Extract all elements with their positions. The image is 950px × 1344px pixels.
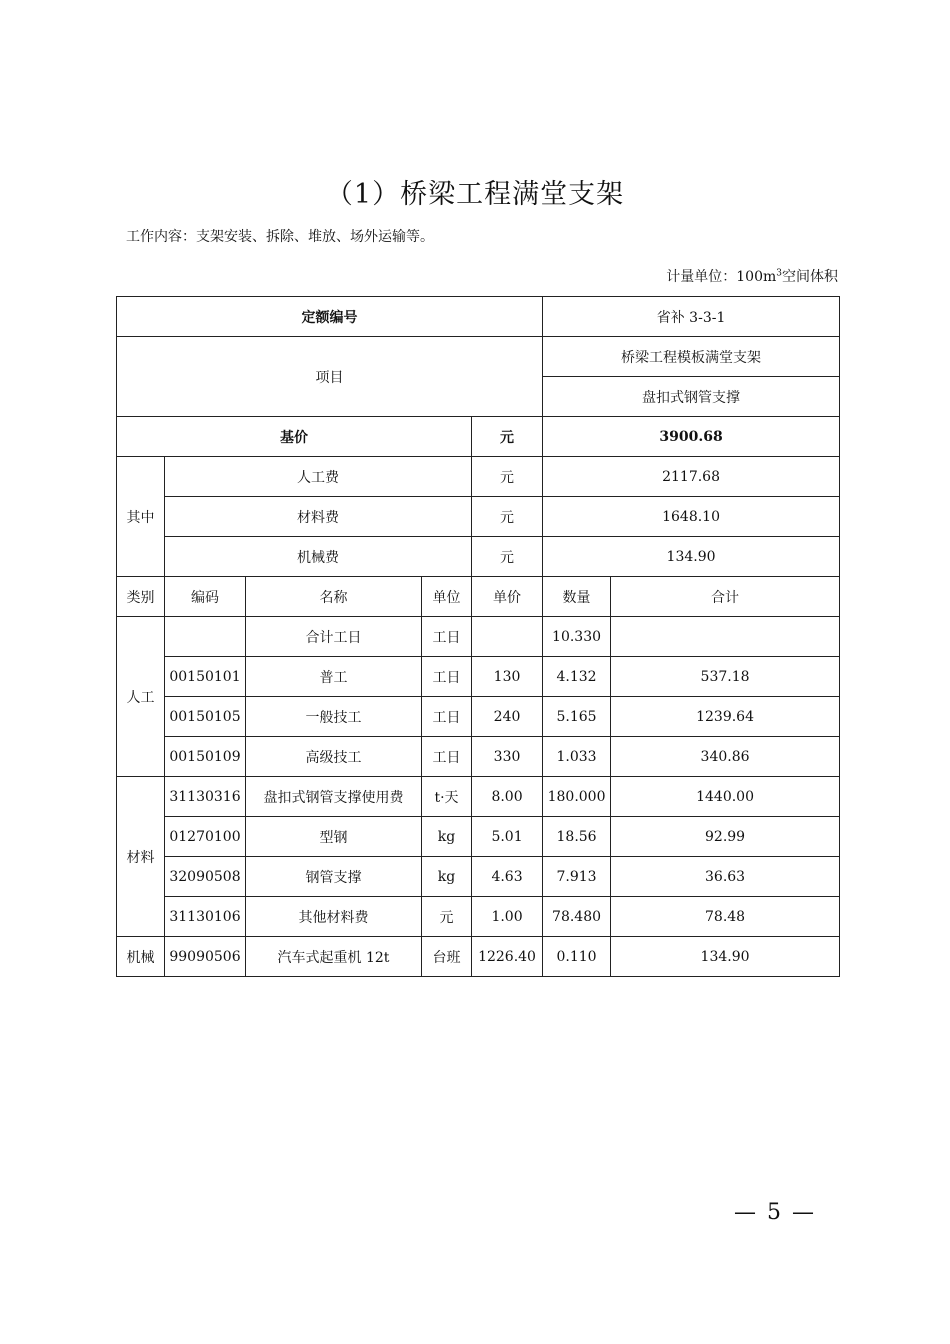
cell-name: 合计工日 — [246, 617, 422, 657]
table-row — [117, 817, 840, 857]
cell-code: 99090506 — [165, 937, 246, 977]
column-header: 名称 — [246, 577, 422, 617]
breakdown-row — [117, 537, 840, 577]
base-price-row — [117, 417, 840, 457]
cell-price: 4.63 — [472, 857, 543, 897]
base-price-unit: 元 — [472, 417, 543, 457]
work-content: 工作内容：支架安装、拆除、堆放、场外运输等。 — [126, 229, 434, 245]
item-name-2: 盘扣式钢管支撑 — [543, 377, 840, 417]
cell-name: 汽车式起重机 12t — [246, 937, 422, 977]
cell-code: 01270100 — [165, 817, 246, 857]
cell-unit: kg — [422, 857, 472, 897]
cell-total: 92.99 — [611, 817, 840, 857]
breakdown-row — [117, 497, 840, 537]
cell-name: 钢管支撑 — [246, 857, 422, 897]
breakdown-group-label: 其中 — [117, 457, 165, 577]
base-price-value: 3900.68 — [543, 417, 840, 457]
cell-unit: 工日 — [422, 617, 472, 657]
cell-name: 型钢 — [246, 817, 422, 857]
cell-price: 1.00 — [472, 897, 543, 937]
cell-qty: 180.000 — [543, 777, 611, 817]
column-header: 合计 — [611, 577, 840, 617]
table-row — [117, 777, 840, 817]
measure-unit — [666, 266, 838, 286]
cell-price — [472, 617, 543, 657]
cell-total: 537.18 — [611, 657, 840, 697]
unit-superscript: 3 — [776, 268, 782, 279]
breakdown-name: 材料费 — [165, 497, 472, 537]
cell-code: 31130106 — [165, 897, 246, 937]
category-label: 人工 — [117, 617, 165, 777]
page-number: — 5 — — [734, 1200, 816, 1225]
cell-qty: 7.913 — [543, 857, 611, 897]
column-header: 编码 — [165, 577, 246, 617]
category-label: 材料 — [117, 777, 165, 937]
quota-number-label: 定额编号 — [117, 297, 543, 337]
cell-unit: kg — [422, 817, 472, 857]
cell-name: 高级技工 — [246, 737, 422, 777]
cell-price: 240 — [472, 697, 543, 737]
cell-price: 5.01 — [472, 817, 543, 857]
table-row — [117, 737, 840, 777]
cell-name: 一般技工 — [246, 697, 422, 737]
cell-price: 130 — [472, 657, 543, 697]
cell-total: 78.48 — [611, 897, 840, 937]
cell-qty: 1.033 — [543, 737, 611, 777]
cell-name: 盘扣式钢管支撑使用费 — [246, 777, 422, 817]
table-row — [117, 697, 840, 737]
breakdown-unit: 元 — [472, 457, 543, 497]
table-row — [117, 937, 840, 977]
unit-prefix: 计量单位：100m — [666, 269, 777, 285]
cell-qty: 5.165 — [543, 697, 611, 737]
breakdown-unit: 元 — [472, 537, 543, 577]
breakdown-value: 134.90 — [543, 537, 840, 577]
cell-unit: 工日 — [422, 697, 472, 737]
column-header: 单价 — [472, 577, 543, 617]
page-title: （1）桥梁工程满堂支架 — [325, 179, 625, 210]
cell-total: 340.86 — [611, 737, 840, 777]
cell-total: 1239.64 — [611, 697, 840, 737]
base-price-label: 基价 — [117, 417, 472, 457]
table-row — [117, 857, 840, 897]
cell-unit: 工日 — [422, 737, 472, 777]
cell-code: 31130316 — [165, 777, 246, 817]
breakdown-value: 2117.68 — [543, 457, 840, 497]
cell-unit: 元 — [422, 897, 472, 937]
column-header: 数量 — [543, 577, 611, 617]
category-label: 机械 — [117, 937, 165, 977]
cell-total: 134.90 — [611, 937, 840, 977]
cell-code — [165, 617, 246, 657]
cell-price: 330 — [472, 737, 543, 777]
cell-total: 1440.00 — [611, 777, 840, 817]
quota-number-row — [117, 297, 840, 337]
cell-qty: 78.480 — [543, 897, 611, 937]
cell-code: 00150109 — [165, 737, 246, 777]
cell-code: 00150101 — [165, 657, 246, 697]
breakdown-value: 1648.10 — [543, 497, 840, 537]
item-name-1: 桥梁工程模板满堂支架 — [543, 337, 840, 377]
breakdown-unit: 元 — [472, 497, 543, 537]
cell-name: 普工 — [246, 657, 422, 697]
cell-price: 1226.40 — [472, 937, 543, 977]
item-label: 项目 — [117, 337, 543, 417]
cell-code: 00150105 — [165, 697, 246, 737]
unit-suffix: 空间体积 — [782, 269, 838, 285]
breakdown-name: 机械费 — [165, 537, 472, 577]
cell-qty: 0.110 — [543, 937, 611, 977]
cell-code: 32090508 — [165, 857, 246, 897]
column-header: 单位 — [422, 577, 472, 617]
cell-name: 其他材料费 — [246, 897, 422, 937]
cell-total: 36.63 — [611, 857, 840, 897]
cell-price: 8.00 — [472, 777, 543, 817]
cell-unit: 工日 — [422, 657, 472, 697]
cell-unit: t·天 — [422, 777, 472, 817]
quota-number-value: 省补 3-3-1 — [543, 297, 840, 337]
column-header-row — [117, 577, 840, 617]
cell-unit: 台班 — [422, 937, 472, 977]
table-row — [117, 657, 840, 697]
item-row — [117, 337, 840, 377]
quota-table — [116, 296, 840, 977]
breakdown-row — [117, 457, 840, 497]
table-row — [117, 897, 840, 937]
column-header: 类别 — [117, 577, 165, 617]
cell-total — [611, 617, 840, 657]
cell-qty: 10.330 — [543, 617, 611, 657]
table-row — [117, 617, 840, 657]
cell-qty: 18.56 — [543, 817, 611, 857]
breakdown-name: 人工费 — [165, 457, 472, 497]
cell-qty: 4.132 — [543, 657, 611, 697]
